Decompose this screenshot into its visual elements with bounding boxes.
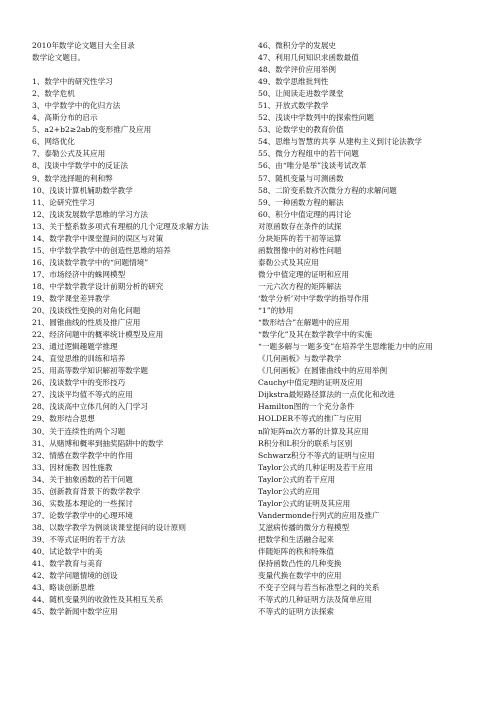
topic-item: 微分中值定理的证明和应用	[258, 269, 350, 279]
topic-item: 分块矩阵的若干初等运算	[258, 233, 342, 243]
topic-item: 变量代换在数学中的应用	[258, 571, 342, 581]
topic-item: 45、数学新闻中数学应用	[32, 607, 118, 617]
topic-item: 54、思维与智慧的共享 从建构主义到讨论法教学	[258, 137, 422, 147]
topic-item: 25、用高等数学知识解初等数学题	[32, 366, 148, 376]
topic-item: 47、利用几何知识求函数最值	[258, 53, 359, 63]
topic-item: “数形结合”在解题中的应用	[258, 318, 350, 328]
topic-item: 22、经济问题中的概率统计模型及应用	[32, 330, 164, 340]
topic-item: Dijkstra最短路径算法的一点优化和改进	[258, 390, 395, 400]
topic-item: 39、不等式证明的若干方法	[32, 534, 126, 544]
right-topic-list	[258, 40, 478, 618]
topic-item: 9、数学选择题的利和弊	[32, 173, 113, 183]
topic-item: 59、一种函数方程的解法	[258, 197, 344, 207]
topic-item: 57、随机变量与可测函数	[258, 173, 344, 183]
topic-item: 21、圆锥曲线的性质及推广应用	[32, 318, 141, 328]
topic-item: 保持函数凸性的几种变换	[258, 559, 342, 569]
topic-item: Hamilton图的一个充分条件	[258, 402, 355, 412]
topic-item: 不等式的证明方法探索	[258, 607, 334, 617]
topic-item: Cauchy中值定理的证明及应用	[258, 378, 363, 388]
topic-item: 35、创新教育背景下的数学教学	[32, 486, 141, 496]
topic-item: 60、积分中值定理的再讨论	[258, 209, 352, 219]
topic-item: 51、开放式数学教学	[258, 101, 329, 111]
document-subtitle: 数学论文题目。	[32, 53, 86, 63]
topic-item: 28、浅谈高中立体几何的入门学习	[32, 402, 148, 412]
topic-item: 44、随机变量列的收敛性及其相互关系	[32, 595, 164, 605]
topic-item: 38、以数学教学为例谈谈课堂提问的设计原则	[32, 522, 186, 532]
topic-item: 不变子空间与若当标准型之间的关系	[258, 583, 380, 593]
topic-item: 20、浅谈线性变换的对角化问题	[32, 306, 141, 316]
topic-item: 5、a2+b2≥2ab的变形推广及应用	[32, 125, 152, 135]
topic-item: 53、论数学史的教育价值	[258, 125, 344, 135]
topic-item: 50、让阅读走进数学课堂	[258, 89, 344, 99]
topic-item: Taylor公式的证明及其应用	[258, 498, 351, 508]
topic-item: 34、关于抽象函数的若干问题	[32, 474, 133, 484]
topic-item: 7、泰勒公式及其应用	[32, 149, 106, 159]
topic-item: 43、略谈创新思维	[32, 583, 95, 593]
topic-item: 伴随矩阵的秩和特殊值	[258, 546, 334, 556]
topic-item: 36、实数基本理论的一些探讨	[32, 498, 133, 508]
topic-item: 41、数学教育与美育	[32, 559, 103, 569]
topic-item: 31、从赌博和概率到抽奖陷阱中的数学	[32, 438, 164, 448]
topic-item: 《几何画板》与数学教学	[258, 354, 342, 364]
topic-item: ‘数学分析’对中学数学的指导作用	[258, 293, 370, 303]
topic-item: 49、数学思维批判性	[258, 77, 329, 87]
topic-item: 15、中学数学教学中的创造性思维的培养	[32, 245, 171, 255]
topic-item: n阶矩阵m次方幂的计算及其应用	[258, 426, 369, 436]
topic-item: “1”的妙用	[258, 306, 294, 316]
topic-item: 42、数学问题情境的创设	[32, 571, 118, 581]
topic-item: 1、数学中的研究性学习	[32, 77, 113, 87]
topic-item: 一元六次方程的矩阵解法	[258, 281, 342, 291]
topic-item: 56、由“唯分是举”浅谈考试改革	[258, 161, 367, 171]
topic-item: “数学化”及其在数学教学中的实施	[258, 330, 373, 340]
topic-item: 艾滋病传播的微分方程模型	[258, 522, 350, 532]
topic-item: Taylor公式的若干应用	[258, 474, 336, 484]
topic-item: 23、通过逻辑趣题学推理	[32, 342, 118, 352]
left-topic-list	[32, 76, 242, 618]
topic-item: 17、市场经济中的蛛网模型	[32, 269, 126, 279]
topic-item: Vandermonde行列式的应用及推广	[258, 510, 380, 520]
topic-item: 48、数学评价应用举例	[258, 65, 337, 75]
topic-item: 2、数学危机	[32, 89, 75, 99]
topic-item: 12、浅谈发展数学思维的学习方法	[32, 209, 148, 219]
topic-item: Schwarz积分不等式的证明与应用	[258, 450, 375, 460]
topic-item: 把数学和生活融合起来	[258, 534, 334, 544]
topic-item: 46、微积分学的发展史	[258, 41, 337, 50]
topic-item: 33、因材施教 因性施教	[32, 462, 113, 472]
topic-item: 27、浅谈平均值不等式的应用	[32, 390, 133, 400]
topic-item: 3、中学数学中的化归方法	[32, 101, 121, 111]
topic-item: 4、高斯分布的启示	[32, 113, 98, 123]
topic-item: 32、情感在数学教学中的作用	[32, 450, 133, 460]
topic-item: 18、中学数学教学设计前期分析的研究	[32, 281, 164, 291]
topic-item: 16、浅谈数学教学中的“问题情境”	[32, 257, 149, 267]
left-column	[32, 40, 242, 618]
topic-item: 14、数学教学中课堂提问的误区与对策	[32, 233, 164, 243]
topic-item: 19、数学课堂差异教学	[32, 293, 111, 303]
topic-item: 《几何画板》在圆锥曲线中的应用举例	[258, 366, 388, 376]
topic-item: 37、论数学教学中的心理环境	[32, 510, 133, 520]
topic-item: 函数图像中的对称性问题	[258, 245, 342, 255]
topic-item: HOLDER不等式的推广与应用	[258, 414, 362, 424]
right-column	[258, 40, 478, 618]
topic-item: “一题多解与一题多变”在培养学生思维能力中的应用	[258, 342, 433, 352]
topic-item: 13、关于整系数多项式有理根的几个定理及求解方法	[32, 221, 209, 231]
topic-item: 52、浅谈中学数列中的探索性问题	[258, 113, 374, 123]
spacer	[32, 64, 242, 76]
topic-item: 10、浅谈计算机辅助数学教学	[32, 185, 133, 195]
topic-item: 6、网络优化	[32, 137, 75, 147]
topic-item: 55、微分方程组中的若干问题	[258, 149, 359, 159]
topic-item: Taylor公式的几种证明及若干应用	[258, 462, 374, 472]
topic-item: R积分和L积分的联系与区别	[258, 438, 353, 448]
topic-item: 30、关于连续性的两个习题	[32, 426, 126, 436]
topic-item: Taylor公式的应用	[258, 486, 320, 496]
topic-item: 对原函数存在条件的试探	[258, 221, 342, 231]
topic-item: 8、浅谈中学数学中的反证法	[32, 161, 128, 171]
topic-item: 24、直觉思维的训练和培养	[32, 354, 126, 364]
topic-item: 40、试论数学中的美	[32, 546, 103, 556]
topic-item: 58、二阶变系数齐次微分方程的求解问题	[258, 185, 397, 195]
topic-item: 29、数形结合思想	[32, 414, 95, 424]
topic-item: 泰勒公式及其应用	[258, 257, 319, 267]
topic-item: 11、论研究性学习	[32, 197, 95, 207]
topic-item: 26、浅谈数学中的变形技巧	[32, 378, 126, 388]
document-title: 2010年数学论文题目大全目录	[32, 41, 135, 50]
topic-item: 不等式的几种证明方法及简单应用	[258, 595, 372, 605]
